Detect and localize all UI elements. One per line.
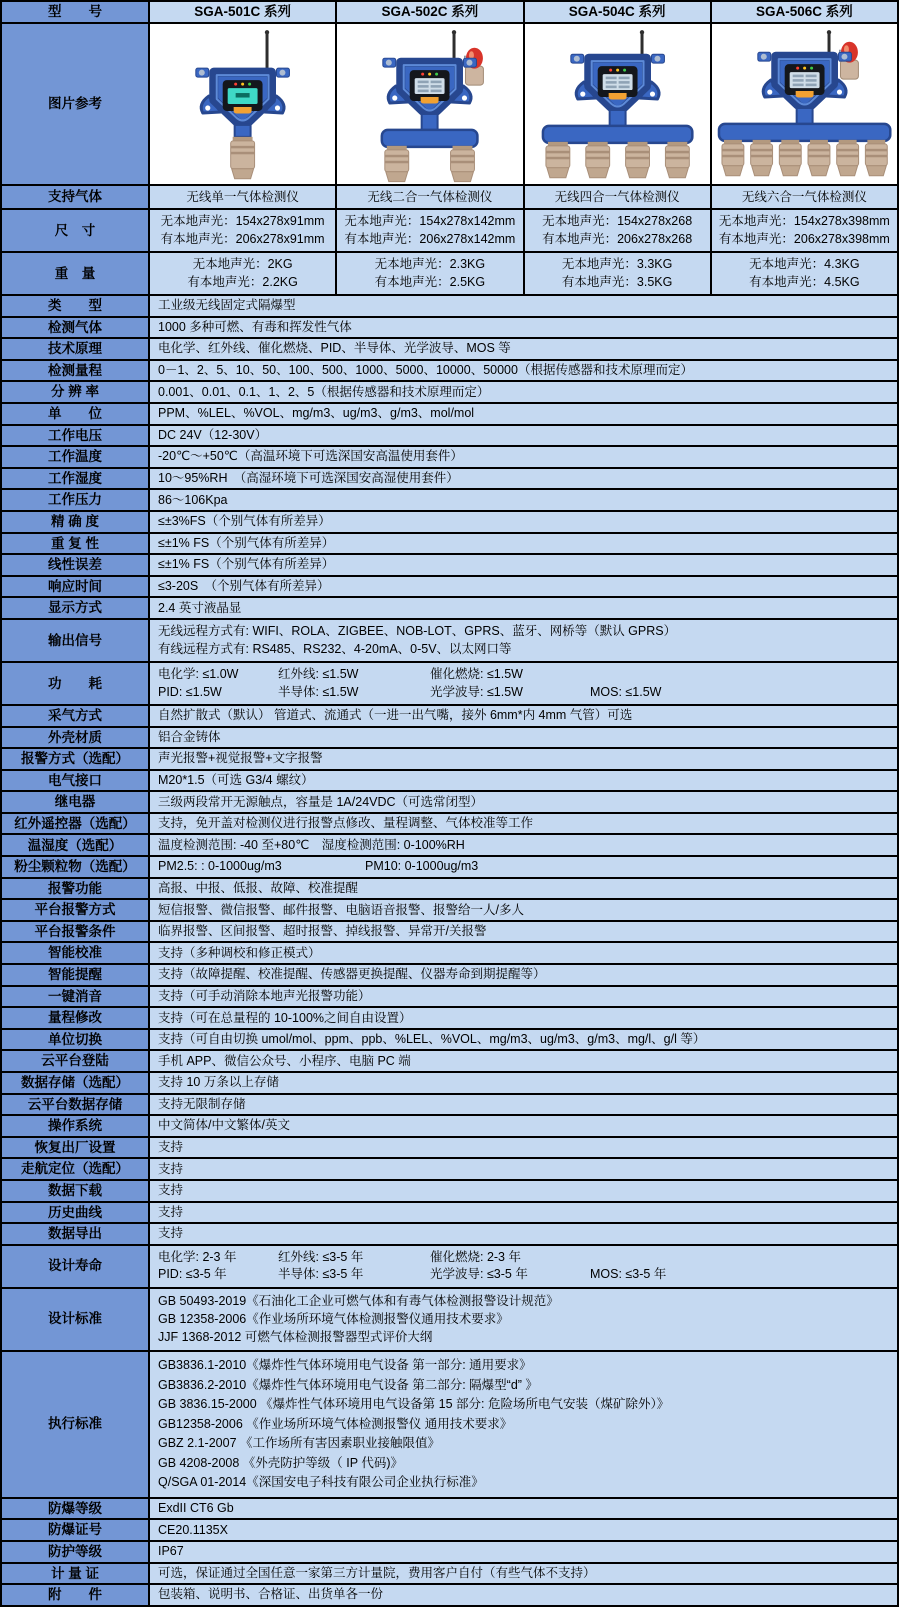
value-text: 支持，免开盖对检测仪进行报警点修改、量程调整、气体校准等工作 bbox=[158, 816, 534, 831]
table-row bbox=[2, 253, 897, 296]
table-row bbox=[2, 814, 897, 836]
row-label: 计 量 证 bbox=[2, 1564, 150, 1584]
row-value bbox=[150, 1073, 897, 1093]
row-label: 数据存储（选配） bbox=[2, 1073, 150, 1093]
table-row bbox=[2, 900, 897, 922]
button-panel bbox=[608, 93, 626, 99]
value-segment: 半导体: ≤1.5W bbox=[278, 684, 359, 699]
row-value bbox=[150, 1520, 897, 1540]
value-segment: PM10: 0-1000ug/m3 bbox=[365, 859, 479, 874]
row-value bbox=[150, 965, 897, 985]
value-cell bbox=[150, 210, 337, 251]
cell-line: SGA-501C 系列 bbox=[194, 3, 292, 19]
table-row bbox=[2, 663, 897, 706]
table-row bbox=[2, 1289, 897, 1352]
row-value bbox=[150, 555, 897, 575]
row-label: 工作温度 bbox=[2, 447, 150, 467]
cell-line: 有本地声光：206x278x268 bbox=[542, 232, 693, 246]
value-cell bbox=[150, 253, 337, 294]
table-row bbox=[2, 620, 897, 663]
value-cell bbox=[712, 253, 897, 294]
table-row bbox=[2, 879, 897, 901]
row-label: 检测量程 bbox=[2, 361, 150, 381]
row-label: 智能提醒 bbox=[2, 965, 150, 985]
value-text: ExdII CT6 Gb bbox=[158, 1501, 234, 1516]
table-row bbox=[2, 1138, 897, 1160]
value-segment: 红外线: ≤1.5W bbox=[278, 667, 359, 682]
table-row bbox=[2, 1352, 897, 1499]
table-row bbox=[2, 1520, 897, 1542]
table-row bbox=[2, 210, 897, 253]
row-label: 继电器 bbox=[2, 792, 150, 812]
row-label: 功 耗 bbox=[2, 663, 150, 704]
table-row bbox=[2, 404, 897, 426]
value-line bbox=[158, 1250, 897, 1265]
cell-line: 无线单一气体检测仪 bbox=[186, 189, 299, 204]
value-text: 支持（可手动消除本地声光报警功能） bbox=[158, 988, 371, 1003]
value-segment: PID: ≤1.5W bbox=[158, 684, 222, 699]
row-label: 报警方式（选配） bbox=[2, 749, 150, 769]
value-line bbox=[158, 1267, 897, 1282]
value-line bbox=[158, 859, 897, 874]
table-row bbox=[2, 490, 897, 512]
row-value bbox=[150, 1095, 897, 1115]
row-label: 重 复 性 bbox=[2, 534, 150, 554]
cell-line: 无本地声光：4.3KG bbox=[749, 257, 860, 271]
value-line: JJF 1368-2012 可燃气体检测报警器型式评价大纲 bbox=[158, 1329, 433, 1344]
row-label: 工作电压 bbox=[2, 426, 150, 446]
row-value bbox=[150, 598, 897, 618]
value-cell bbox=[712, 210, 897, 251]
table-row bbox=[2, 965, 897, 987]
row-value bbox=[150, 857, 897, 877]
table-row bbox=[2, 2, 897, 24]
product-image-sga-502c bbox=[337, 24, 524, 184]
value-line: GB 4208-2008 《外壳防护等级（ IP 代码)》 bbox=[158, 1455, 403, 1470]
value-text: 声光报警+视觉报警+文字报警 bbox=[158, 751, 323, 766]
table-row bbox=[2, 534, 897, 556]
value-text: 0－1、2、5、10、50、100、500、1000、5000、10000、50000（根据传感器和技术原理而定） bbox=[158, 363, 693, 378]
value-segment: 红外线: ≤3-5 年 bbox=[278, 1250, 364, 1265]
button-panel bbox=[421, 97, 439, 103]
row-label: 线性误差 bbox=[2, 555, 150, 575]
table-row bbox=[2, 987, 897, 1009]
product-image-sga-504c bbox=[525, 24, 712, 184]
row-label: 技术原理 bbox=[2, 339, 150, 359]
value-text: 三级两段常开无源触点，容量是 1A/24VDC（可选常闭型） bbox=[158, 794, 484, 809]
value-cell bbox=[525, 210, 712, 251]
table-row bbox=[2, 771, 897, 793]
value-text: 支持（可在总量程的 10-100%之间自由设置） bbox=[158, 1010, 412, 1025]
row-value bbox=[150, 469, 897, 489]
table-row bbox=[2, 1051, 897, 1073]
table-row bbox=[2, 943, 897, 965]
row-value bbox=[150, 1203, 897, 1223]
table-row bbox=[2, 792, 897, 814]
value-text: PPM、%LEL、%VOL、mg/m3、ug/m3、g/m3、mol/mol bbox=[158, 406, 475, 421]
value-text: CE20.1135X bbox=[158, 1522, 228, 1537]
table-row bbox=[2, 1095, 897, 1117]
row-label: 设计寿命 bbox=[2, 1246, 150, 1287]
value-line bbox=[158, 685, 897, 700]
row-label: 工作湿度 bbox=[2, 469, 150, 489]
cell-line: 无本地声光：154x278x398mm bbox=[718, 214, 890, 228]
row-label: 执行标准 bbox=[2, 1352, 150, 1497]
row-value bbox=[150, 1181, 897, 1201]
table-row bbox=[2, 728, 897, 750]
value-text: ≤±3%FS（个别气体有所差异） bbox=[158, 514, 331, 529]
value-line: 有线远程方式有: RS485、RS232、4-20mA、0-5V、以太网口等 bbox=[158, 641, 512, 656]
value-line: GB 3836.15-2000 《爆炸性气体环境用电气设备第 15 部分: 危险场所电气安装（煤矿除外）》 bbox=[158, 1397, 670, 1412]
table-row bbox=[2, 1542, 897, 1564]
value-text: 0.001、0.01、0.1、1、2、5（根据传感器和技术原理而定） bbox=[158, 384, 490, 399]
row-value bbox=[150, 447, 897, 467]
table-row bbox=[2, 1008, 897, 1030]
value-segment: PID: ≤3-5 年 bbox=[158, 1267, 227, 1282]
value-text: 中文简体/中文繁体/英文 bbox=[158, 1118, 290, 1133]
value-text: 支持无限制存储 bbox=[158, 1096, 246, 1111]
row-label: 单 位 bbox=[2, 404, 150, 424]
cell-line: 有本地声光：2.5KG bbox=[374, 275, 486, 289]
row-label: 响应时间 bbox=[2, 577, 150, 597]
value-segment: 催化燃烧: ≤1.5W bbox=[430, 667, 523, 682]
row-label: 电气接口 bbox=[2, 771, 150, 791]
value-text: 支持 bbox=[158, 1161, 184, 1176]
row-label: 数据导出 bbox=[2, 1224, 150, 1244]
value-text: 2.4 英寸液晶显 bbox=[158, 600, 242, 615]
value-cell bbox=[337, 210, 524, 251]
row-label: 外壳材质 bbox=[2, 728, 150, 748]
table-row bbox=[2, 555, 897, 577]
value-text: 可选，保证通过全国任意一家第三方计量院，费用客户自付（有些气体不支持） bbox=[158, 1565, 596, 1580]
table-row bbox=[2, 339, 897, 361]
value-text: IP67 bbox=[158, 1544, 184, 1559]
row-label: 尺 寸 bbox=[2, 210, 150, 251]
row-label: 历史曲线 bbox=[2, 1203, 150, 1223]
cell-line: 无线六合一气体检测仪 bbox=[741, 189, 867, 204]
table-row bbox=[2, 1073, 897, 1095]
row-label: 检测气体 bbox=[2, 318, 150, 338]
table-row bbox=[2, 426, 897, 448]
cell-line: 有本地声光：206x278x398mm bbox=[718, 232, 890, 246]
value-text: 工业级无线固定式隔爆型 bbox=[158, 298, 296, 313]
value-text: 自然扩散式（默认） 管道式、流通式（一进一出气嘴，接外 6mm*内 4mm 气管）可选 bbox=[158, 708, 633, 723]
button-panel bbox=[795, 91, 813, 97]
row-label: 粉尘颗粒物（选配） bbox=[2, 857, 150, 877]
row-label: 量程修改 bbox=[2, 1008, 150, 1028]
row-value bbox=[150, 512, 897, 532]
cell-line: 无线四合一气体检测仪 bbox=[554, 189, 680, 204]
row-value bbox=[150, 186, 897, 208]
row-value bbox=[150, 577, 897, 597]
row-value bbox=[150, 2, 897, 22]
cell-line: 有本地声光：2.2KG bbox=[187, 275, 298, 289]
cell-line: 无本地声光：154x278x142mm bbox=[344, 214, 516, 228]
value-line: 无线远程方式有: WIFI、ROLA、ZIGBEE、NOB-LOT、GPRS、蓝牙、网桥等（默认 GPRS） bbox=[158, 624, 677, 639]
row-value bbox=[150, 922, 897, 942]
table-row bbox=[2, 1564, 897, 1586]
value-text: M20*1.5（可选 G3/4 螺纹） bbox=[158, 772, 314, 787]
row-value bbox=[150, 1352, 897, 1497]
row-label: 类 型 bbox=[2, 296, 150, 316]
row-value bbox=[150, 382, 897, 402]
value-text: 支持 bbox=[158, 1226, 184, 1241]
row-value bbox=[150, 490, 897, 510]
row-label: 红外遥控器（选配） bbox=[2, 814, 150, 834]
table-row bbox=[2, 318, 897, 340]
table-row bbox=[2, 1030, 897, 1052]
row-value bbox=[150, 1542, 897, 1562]
cell-line: 无本地声光：154x278x91mm bbox=[160, 214, 325, 228]
row-value bbox=[150, 426, 897, 446]
row-label: 恢复出厂设置 bbox=[2, 1138, 150, 1158]
value-text: 临界报警、区间报警、超时报警、掉线报警、异常开/关报警 bbox=[158, 924, 487, 939]
value-text: 支持 bbox=[158, 1183, 184, 1198]
value-segment: 催化燃烧: 2-3 年 bbox=[430, 1250, 521, 1265]
row-value bbox=[150, 318, 897, 338]
row-label: 云平台登陆 bbox=[2, 1051, 150, 1071]
cell-line: 有本地声光：206x278x142mm bbox=[344, 232, 516, 246]
table-row bbox=[2, 1246, 897, 1289]
cell-line: SGA-502C 系列 bbox=[381, 3, 479, 19]
table-row bbox=[2, 857, 897, 879]
value-line: GB 50493-2019《石油化工企业可燃气体和有毒气体检测报警设计规范》 bbox=[158, 1293, 559, 1308]
row-value bbox=[150, 835, 897, 855]
row-value bbox=[150, 987, 897, 1007]
row-value bbox=[150, 814, 897, 834]
cell-line: SGA-504C 系列 bbox=[568, 3, 666, 19]
value-text: 支持 bbox=[158, 1140, 184, 1155]
value-segment: 半导体: ≤3-5 年 bbox=[278, 1267, 364, 1282]
row-value bbox=[150, 943, 897, 963]
row-value bbox=[150, 296, 897, 316]
value-text: 铝合金铸体 bbox=[158, 729, 221, 744]
row-label: 采气方式 bbox=[2, 706, 150, 726]
cell-line: 无本地声光：2.3KG bbox=[374, 257, 486, 271]
row-value bbox=[150, 771, 897, 791]
row-label: 精 确 度 bbox=[2, 512, 150, 532]
row-value bbox=[150, 1051, 897, 1071]
value-line bbox=[158, 667, 897, 682]
table-row bbox=[2, 296, 897, 318]
value-segment: MOS: ≤1.5W bbox=[590, 684, 662, 699]
value-line: GB3836.1-2010《爆炸性气体环境用电气设备 第一部分: 通用要求》 bbox=[158, 1358, 532, 1373]
value-cell bbox=[337, 186, 524, 208]
value-cell bbox=[525, 2, 712, 22]
row-label: 单位切换 bbox=[2, 1030, 150, 1050]
row-value bbox=[150, 1116, 897, 1136]
row-label: 防护等级 bbox=[2, 1542, 150, 1562]
table-row bbox=[2, 361, 897, 383]
row-label: 防爆证号 bbox=[2, 1520, 150, 1540]
value-line: Q/SGA 01-2014《深国安电子科技有限公司企业执行标准》 bbox=[158, 1475, 484, 1490]
row-label: 数据下载 bbox=[2, 1181, 150, 1201]
table-row bbox=[2, 382, 897, 404]
value-segment: 电化学: ≤1.0W bbox=[158, 667, 239, 682]
cell-line: 无本地声光：2KG bbox=[192, 257, 293, 271]
value-cell bbox=[525, 253, 712, 294]
value-line: GBZ 2.1-2007 《工作场所有害因素职业接触限值》 bbox=[158, 1436, 440, 1451]
row-label: 工作压力 bbox=[2, 490, 150, 510]
manifold bbox=[542, 126, 691, 143]
row-label: 型 号 bbox=[2, 2, 150, 22]
row-value bbox=[150, 1246, 897, 1287]
row-label: 智能校准 bbox=[2, 943, 150, 963]
value-segment: 光学波导: ≤1.5W bbox=[430, 684, 523, 699]
value-text: 10～95%RH （高湿环境下可选深国安高湿使用套件） bbox=[158, 471, 459, 486]
value-cell bbox=[337, 253, 524, 294]
value-text: ≤±1% FS（个别气体有所差异） bbox=[158, 535, 335, 550]
table-row bbox=[2, 1585, 897, 1607]
value-segment: 电化学: 2-3 年 bbox=[158, 1250, 237, 1265]
row-value bbox=[150, 706, 897, 726]
cell-line: 有本地声光：4.5KG bbox=[749, 275, 860, 289]
row-value bbox=[150, 879, 897, 899]
row-label: 温湿度（选配） bbox=[2, 835, 150, 855]
table-row bbox=[2, 922, 897, 944]
row-label: 云平台数据存储 bbox=[2, 1095, 150, 1115]
value-cell bbox=[337, 2, 524, 22]
row-label: 走航定位（选配） bbox=[2, 1159, 150, 1179]
row-label: 平台报警方式 bbox=[2, 900, 150, 920]
value-cell bbox=[712, 186, 897, 208]
table-row bbox=[2, 749, 897, 771]
row-value bbox=[150, 1585, 897, 1605]
table-row bbox=[2, 835, 897, 857]
row-value bbox=[150, 361, 897, 381]
value-text: 短信报警、微信报警、邮件报警、电脑语音报警、报警给一人/多人 bbox=[158, 902, 524, 917]
table-row bbox=[2, 24, 897, 186]
row-label: 操作系统 bbox=[2, 1116, 150, 1136]
value-segment: PM2.5: : 0-1000ug/m3 bbox=[158, 859, 282, 874]
row-label: 图片参考 bbox=[2, 24, 150, 184]
row-value bbox=[150, 1030, 897, 1050]
value-cell bbox=[150, 2, 337, 22]
table-row bbox=[2, 1159, 897, 1181]
value-text: 支持（故障提醒、校准提醒、传感器更换提醒、仪器寿命到期提醒等） bbox=[158, 967, 546, 982]
row-label: 一键消音 bbox=[2, 987, 150, 1007]
value-line: GB12358-2006 《作业场所环境气体检测报警仪 通用技术要求》 bbox=[158, 1416, 513, 1431]
row-label: 输出信号 bbox=[2, 620, 150, 661]
table-row bbox=[2, 469, 897, 491]
cell-line: 有本地声光：206x278x91mm bbox=[160, 232, 325, 246]
row-value bbox=[150, 749, 897, 769]
table-row bbox=[2, 512, 897, 534]
row-label: 支持气体 bbox=[2, 186, 150, 208]
table-row bbox=[2, 577, 897, 599]
value-text: ≤±1% FS（个别气体有所差异） bbox=[158, 557, 335, 572]
table-row bbox=[2, 598, 897, 620]
row-value bbox=[150, 1224, 897, 1244]
row-value bbox=[150, 792, 897, 812]
product-image-sga-506c bbox=[712, 24, 897, 184]
row-value bbox=[150, 404, 897, 424]
table-row bbox=[2, 447, 897, 469]
row-value bbox=[150, 900, 897, 920]
value-segment: MOS: ≤3-5 年 bbox=[590, 1267, 667, 1282]
table-row bbox=[2, 1224, 897, 1246]
cell-line: 无本地声光：154x278x268 bbox=[542, 214, 693, 228]
row-value bbox=[150, 24, 897, 184]
table-row bbox=[2, 1203, 897, 1225]
table-row bbox=[2, 186, 897, 210]
row-value bbox=[150, 339, 897, 359]
row-label: 防爆等级 bbox=[2, 1499, 150, 1519]
row-value bbox=[150, 1008, 897, 1028]
cell-line: SGA-506C 系列 bbox=[755, 3, 853, 19]
value-text: 支持 10 万条以上存储 bbox=[158, 1075, 279, 1090]
value-line: GB3836.2-2010《爆炸性气体环境用电气设备 第二部分: 隔爆型“d” 》 bbox=[158, 1377, 538, 1392]
row-value bbox=[150, 728, 897, 748]
value-text: 86～106Kpa bbox=[158, 492, 228, 507]
value-segment: 光学波导: ≤3-5 年 bbox=[430, 1267, 528, 1282]
row-label: 重 量 bbox=[2, 253, 150, 294]
row-label: 分 辨 率 bbox=[2, 382, 150, 402]
value-cell bbox=[712, 2, 897, 22]
row-value bbox=[150, 253, 897, 294]
row-value bbox=[150, 534, 897, 554]
value-text: -20℃～+50℃（高温环境下可选深国安高温使用套件） bbox=[158, 449, 463, 464]
manifold bbox=[719, 124, 890, 141]
product-image-sga-501c bbox=[150, 24, 337, 184]
value-text: 温度检测范围: -40 至+80℃ 湿度检测范围: 0-100%RH bbox=[158, 837, 465, 852]
table-row bbox=[2, 1116, 897, 1138]
value-cell bbox=[150, 186, 337, 208]
row-value bbox=[150, 210, 897, 251]
value-text: 支持（可自由切换 umol/mol、ppm、ppb、%LEL、%VOL、mg/m3、ug/m3、g/m3、mg/l、g/l 等） bbox=[158, 1032, 706, 1047]
table-row bbox=[2, 706, 897, 728]
row-value bbox=[150, 1289, 897, 1350]
table-row bbox=[2, 1499, 897, 1521]
value-text: 1000 多种可燃、有毒和挥发性气体 bbox=[158, 319, 352, 334]
value-text: ≤3-20S （个别气体有所差异） bbox=[158, 579, 330, 594]
row-label: 平台报警条件 bbox=[2, 922, 150, 942]
cell-line: 有本地声光：3.5KG bbox=[561, 275, 673, 289]
value-text: 包装箱、说明书、合格证、出货单各一份 bbox=[158, 1587, 384, 1602]
row-label: 显示方式 bbox=[2, 598, 150, 618]
value-text: 电化学、红外线、催化燃烧、PID、半导体、光学波导、MOS 等 bbox=[158, 341, 511, 356]
row-label: 设计标准 bbox=[2, 1289, 150, 1350]
row-label: 报警功能 bbox=[2, 879, 150, 899]
value-line: GB 12358-2006《作业场所环境气体检测报警仪通用技术要求》 bbox=[158, 1311, 509, 1326]
button-panel bbox=[234, 107, 252, 113]
row-value bbox=[150, 1564, 897, 1584]
row-label: 附 件 bbox=[2, 1585, 150, 1605]
manifold bbox=[382, 130, 478, 147]
value-cell bbox=[525, 186, 712, 208]
cell-line: 无线二合一气体检测仪 bbox=[367, 189, 493, 204]
row-value bbox=[150, 1138, 897, 1158]
row-value bbox=[150, 663, 897, 704]
row-value bbox=[150, 1159, 897, 1179]
table-row bbox=[2, 1181, 897, 1203]
row-value bbox=[150, 1499, 897, 1519]
row-value bbox=[150, 620, 897, 661]
value-text: 手机 APP、微信公众号、小程序、电脑 PC 端 bbox=[158, 1053, 411, 1068]
value-text: DC 24V（12-30V） bbox=[158, 427, 268, 442]
cell-line: 无本地声光：3.3KG bbox=[561, 257, 673, 271]
value-text: 高报、中报、低报、故障、校准提醒 bbox=[158, 880, 359, 895]
value-text: 支持（多种调校和修正模式） bbox=[158, 945, 321, 960]
value-text: 支持 bbox=[158, 1204, 184, 1219]
